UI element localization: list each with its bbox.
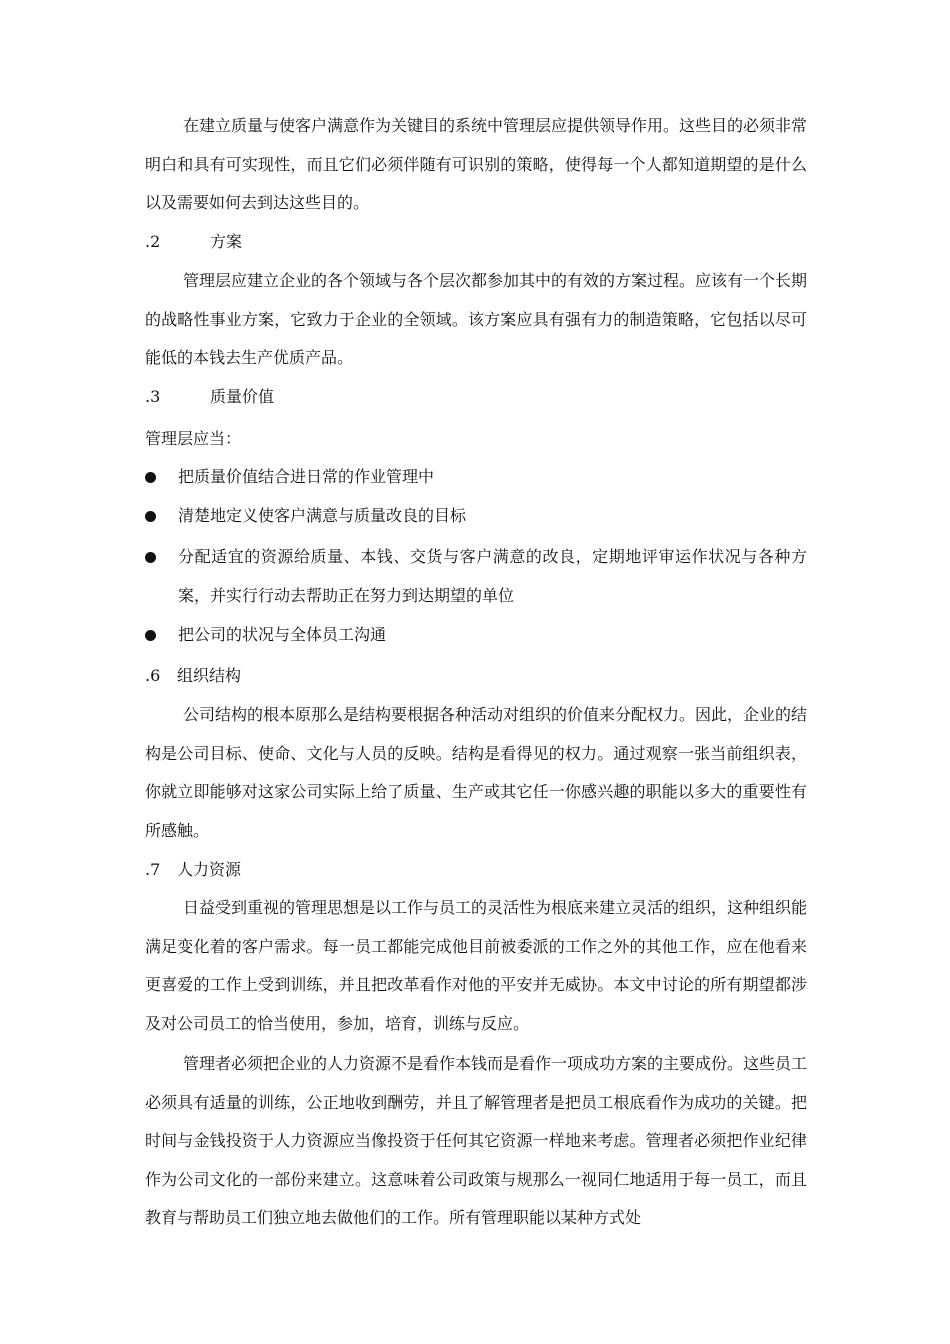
bullet-text: 分配适宜的资源给质量、本钱、交货与客户满意的改良，定期地评审运作状况与各种方案，并实行行动去帮助正在努力到达期望的单位 [178, 547, 807, 605]
org-structure-paragraph: 公司结构的根本原那么是结构要根据各种活动对组织的价值来分配权力。因此，企业的结构是公司目标、使命、文化与人员的反映。结构是看得见的权力。通过观察一张当前组织表，你就立即能够对这家公司实际上给了质量、生产或其它任一你感兴趣的职能以多大的重要性有所感触。 [145, 705, 808, 840]
section-heading-quality-value [145, 387, 274, 407]
section-heading-human-resources [145, 860, 241, 880]
bullet-text: 把公司的状况与全体员工沟通 [178, 625, 387, 644]
bullet-item [145, 497, 807, 536]
bullet-dot-icon [145, 511, 156, 522]
section-title: 组织结构 [177, 666, 242, 685]
bullet-text: 清楚地定义使客户满意与质量改良的目标 [178, 506, 467, 525]
section-number: .3 [145, 387, 161, 406]
section-number: .6 [145, 666, 161, 685]
intro-paragraph: 在建立质量与使客户满意作为关键目的系统中管理层应提供领导作用。这些目的必须非常明白和具有可实现性，而且它们必须伴随有可识别的策略，使得每一个人都知道期望的是什么以及需要如何去到达这些目的。 [145, 116, 808, 213]
section-title: 质量价值 [210, 387, 275, 406]
section-number: .7 [145, 860, 161, 879]
section-heading-plan [145, 232, 242, 252]
bullet-dot-icon [145, 552, 156, 563]
section-title: 人力资源 [177, 860, 242, 879]
bullet-dot-icon [145, 472, 156, 483]
plan-paragraph: 管理层应建立企业的各个领域与各个层次都参加其中的有效的方案过程。应该有一个长期的战略性事业方案，它致力于企业的全领域。该方案应具有强有力的制造策略，它包括以尽可能低的本钱去生产优质产品。 [145, 271, 808, 368]
bullet-item [145, 538, 807, 615]
section-title: 方案 [210, 232, 243, 251]
bullet-text: 把质量价值结合进日常的作业管理中 [178, 467, 435, 486]
quality-intro-line: 管理层应当： [145, 429, 242, 448]
section-heading-org-structure [145, 666, 241, 686]
section-number: .2 [145, 232, 161, 251]
hr-paragraph-1: 日益受到重视的管理思想是以工作与员工的灵活性为根底来建立灵活的组织，这种组织能满足变化着的客户需求。每一员工都能完成他目前被委派的工作之外的其他工作，应在他看来更喜爱的工作上受到训练，并且把改革看作对他的平安并无威协。本文中讨论的所有期望都涉及对公司员工的恰当使用，参加，培育，训练与反应。 [145, 898, 808, 1033]
bullet-item [145, 458, 807, 497]
hr-paragraph-2: 管理者必须把企业的人力资源不是看作本钱而是看作一项成功方案的主要成份。这些员工必须具有适量的训练，公正地收到酬劳，并且了解管理者是把员工根底看作为成功的关键。把时间与金钱投资于人力资源应当像投资于任何其它资源一样地来考虑。管理者必须把作业纪律作为公司文化的一部份来建立。这意味着公司政策与规那么一视同仁地适用于每一员工，而且教育与帮助员工们独立地去做他们的工作。所有管理职能以某种方式处 [145, 1054, 808, 1228]
bullet-item [145, 616, 807, 655]
bullet-dot-icon [145, 630, 156, 641]
